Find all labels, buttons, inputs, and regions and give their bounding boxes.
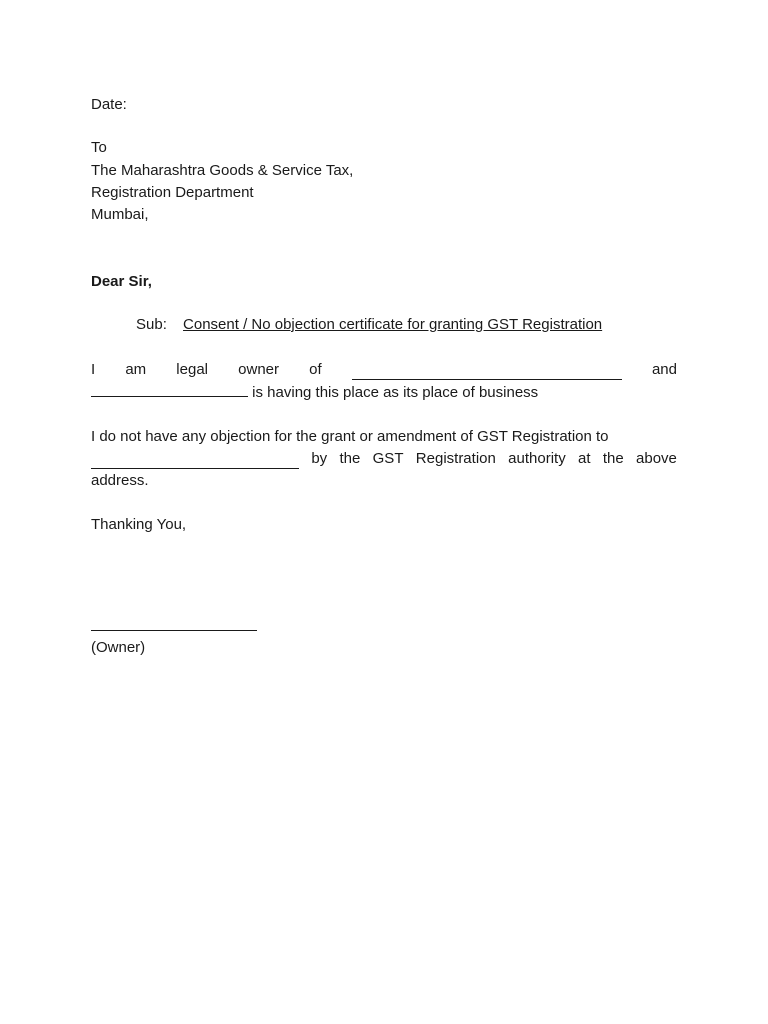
signature-line[interactable]: [91, 630, 257, 631]
para2-line3: address.: [91, 472, 149, 489]
para2-word: the: [339, 450, 361, 467]
addressee-line-2: Registration Department: [91, 184, 254, 201]
para1-word: of: [309, 361, 322, 378]
para2-line1: I do not have any objection for the grant or amendment of GST Registration to: [91, 428, 609, 445]
subject-label: Sub:: [136, 316, 167, 333]
applicant-name-blank[interactable]: [91, 454, 299, 469]
subject-line: [136, 315, 602, 335]
property-name-blank[interactable]: [352, 365, 622, 380]
closing: Thanking You,: [91, 516, 187, 533]
para2-line2: [91, 449, 677, 469]
business-name-blank[interactable]: [91, 382, 248, 397]
para1-line1: [91, 360, 677, 380]
subject-text: Consent / No objection certificate for granting GST Registration: [183, 316, 603, 333]
para2-word: the: [602, 450, 624, 467]
para1-word: and: [651, 361, 677, 378]
para2-word: authority: [508, 450, 566, 467]
salutation: Dear Sir,: [91, 273, 152, 290]
para2-word: by: [311, 450, 328, 467]
para2-word: GST: [372, 450, 404, 467]
para1-word: am: [125, 361, 147, 378]
para1-line2-text: is having this place as its place of business: [252, 384, 539, 401]
date-label: Date:: [91, 96, 127, 113]
signatory-label: (Owner): [91, 639, 146, 656]
addressee-line-3: Mumbai,: [91, 206, 149, 223]
para1-line2: [91, 382, 538, 403]
para2-word: Registration: [415, 450, 496, 467]
addressee-line-1: The Maharashtra Goods & Service Tax,: [91, 162, 354, 179]
para2-word: at: [578, 450, 591, 467]
para2-word: above: [636, 450, 677, 467]
para1-word: owner: [238, 361, 279, 378]
to-label: To: [91, 139, 107, 156]
para1-word: I: [91, 361, 96, 378]
para1-word: legal: [176, 361, 208, 378]
